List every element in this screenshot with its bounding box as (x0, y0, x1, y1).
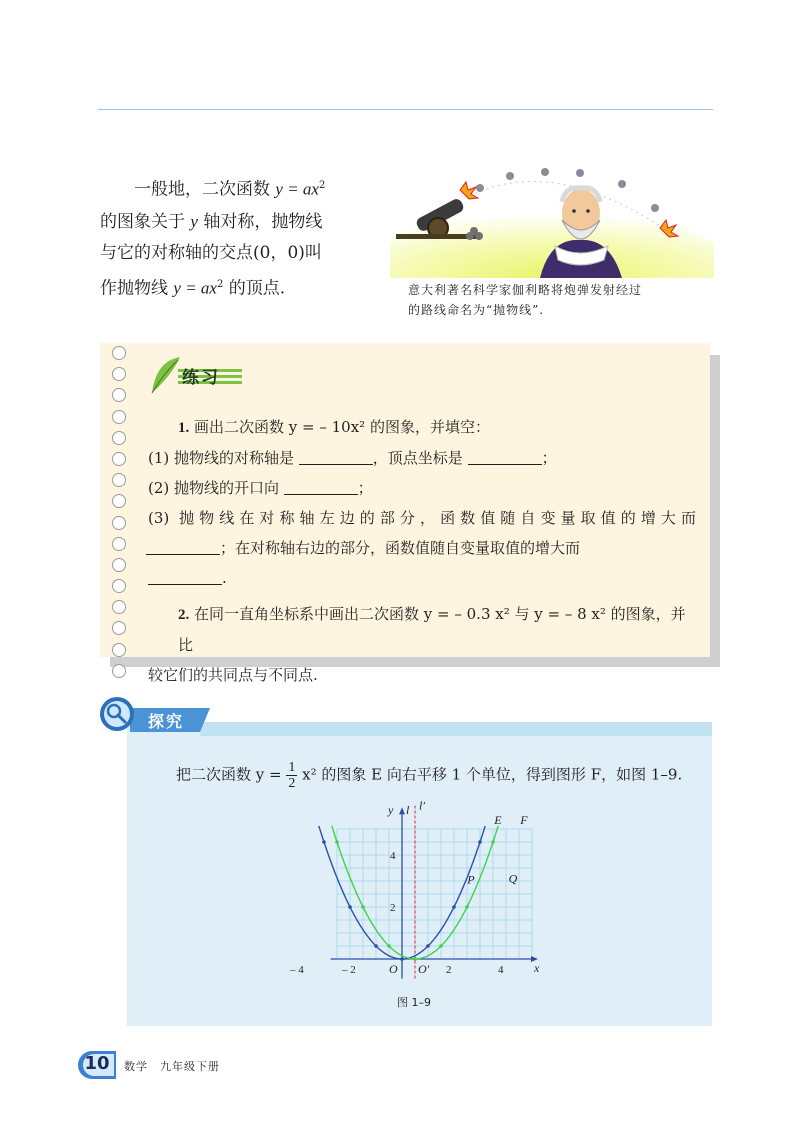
explore-title: 探究 (148, 712, 185, 731)
curve-point (439, 944, 443, 948)
point-p-label: P (467, 872, 475, 887)
question-text: ； (357, 479, 373, 497)
curve-point (478, 840, 482, 844)
question-text: (1) 抛物线的对称轴是 (148, 449, 299, 467)
intro-math: y (190, 211, 198, 231)
question-text: ； (541, 449, 557, 467)
exercise-body (148, 412, 696, 690)
explore-text-part: x² 的图象 E 向右平移 1 个单位，得到图形 F，如图 1–9. (297, 765, 683, 784)
point-q-label: Q (508, 871, 518, 886)
curve-f-label: F (520, 812, 528, 827)
intro-sup: 2 (216, 278, 224, 290)
parabola-graph (285, 798, 560, 980)
illustration-caption (408, 280, 708, 320)
intro-sup: 2 (318, 180, 326, 191)
fraction-numerator: 1 (288, 760, 296, 775)
header-rule (98, 109, 713, 110)
intro-paragraph (100, 170, 400, 304)
y-axis-label: y (388, 803, 394, 817)
curve-point (361, 905, 365, 909)
intro-math: y = ax (173, 278, 217, 298)
curve-point (426, 944, 430, 948)
origin-label: O (389, 962, 398, 976)
answer-blank[interactable] (299, 448, 373, 465)
question-text: (3) 抛物线在对称轴左边的部分，函数值随自变量取值的增大而 (148, 509, 696, 527)
curve-point (335, 840, 339, 844)
origin2-label: O′ (418, 962, 430, 976)
figure-caption: 图 1–9 (397, 996, 431, 1009)
intro-text: 一般地，二次函数 (134, 179, 276, 200)
caption-line: 的路线命名为“抛物线”. (408, 303, 545, 317)
question-text: 较它们的共同点与不同点. (148, 666, 318, 684)
galileo-cannon-illustration (390, 168, 714, 278)
question-number: 1. (178, 420, 190, 436)
curve-point (465, 905, 469, 909)
explore-text (176, 760, 696, 791)
question-text: ；在对称轴右边的部分，函数值随自变量取值的增大而 (220, 539, 581, 557)
question-text: 在同一直角坐标系中画出二次函数 y = – 0.3 x² 与 y = – 8 x² 的图象，并比 (178, 605, 686, 654)
curve-point (348, 905, 352, 909)
intro-text: 与它的对称轴的交点(0，0)叫 (100, 242, 322, 263)
page-number: 10 (84, 1053, 110, 1074)
curve-point (413, 957, 417, 961)
question-text: 画出二次函数 y = – 10x² 的图象，并填空： (189, 418, 490, 436)
intro-text: 的顶点. (223, 278, 286, 299)
y-tick-label: 2 (390, 902, 396, 914)
fraction (286, 760, 297, 791)
explore-text-part: 把二次函数 y = (176, 765, 287, 784)
answer-blank[interactable] (284, 478, 358, 495)
y-axis-arrow (399, 807, 405, 814)
fraction-denominator: 2 (288, 776, 296, 791)
curve-point (491, 840, 495, 844)
curve-e-label: E (494, 812, 502, 827)
intro-text: 的图象关于 (100, 211, 191, 232)
footer-text: 数学 九年级下册 (124, 1060, 220, 1073)
y-tick-label: 4 (390, 850, 396, 862)
x-tick-label: – 2 (342, 964, 356, 976)
curve-point (322, 840, 326, 844)
exercise-title: 练习 (182, 368, 220, 388)
intro-text: 轴对称，抛物线 (197, 211, 323, 232)
line-l-label: l (406, 803, 410, 817)
notebook-rings (112, 346, 134, 658)
answer-blank[interactable] (146, 538, 220, 555)
caption-line: 意大利著名科学家伽利略将炮弹发射经过 (408, 283, 643, 297)
curve-point (400, 957, 404, 961)
intro-math: y = ax (275, 179, 319, 199)
answer-blank[interactable] (148, 568, 222, 585)
curve-point (374, 944, 378, 948)
magnifier-icon (98, 695, 136, 733)
curve-point (452, 905, 456, 909)
x-tick-label: 4 (498, 964, 504, 976)
x-tick-label: – 4 (290, 964, 304, 976)
intro-text: 作抛物线 (100, 278, 174, 299)
x-axis-label: x (534, 961, 540, 975)
answer-blank[interactable] (468, 448, 542, 465)
line-l2-label: l′ (419, 798, 425, 813)
explore-band (200, 722, 712, 736)
question-number: 2. (178, 607, 190, 623)
curve-point (387, 944, 391, 948)
x-tick-label: 2 (446, 964, 452, 976)
question-text: . (222, 569, 227, 587)
question-text: ，顶点坐标是 (372, 449, 468, 467)
question-text: (2) 抛物线的开口向 (148, 479, 284, 497)
